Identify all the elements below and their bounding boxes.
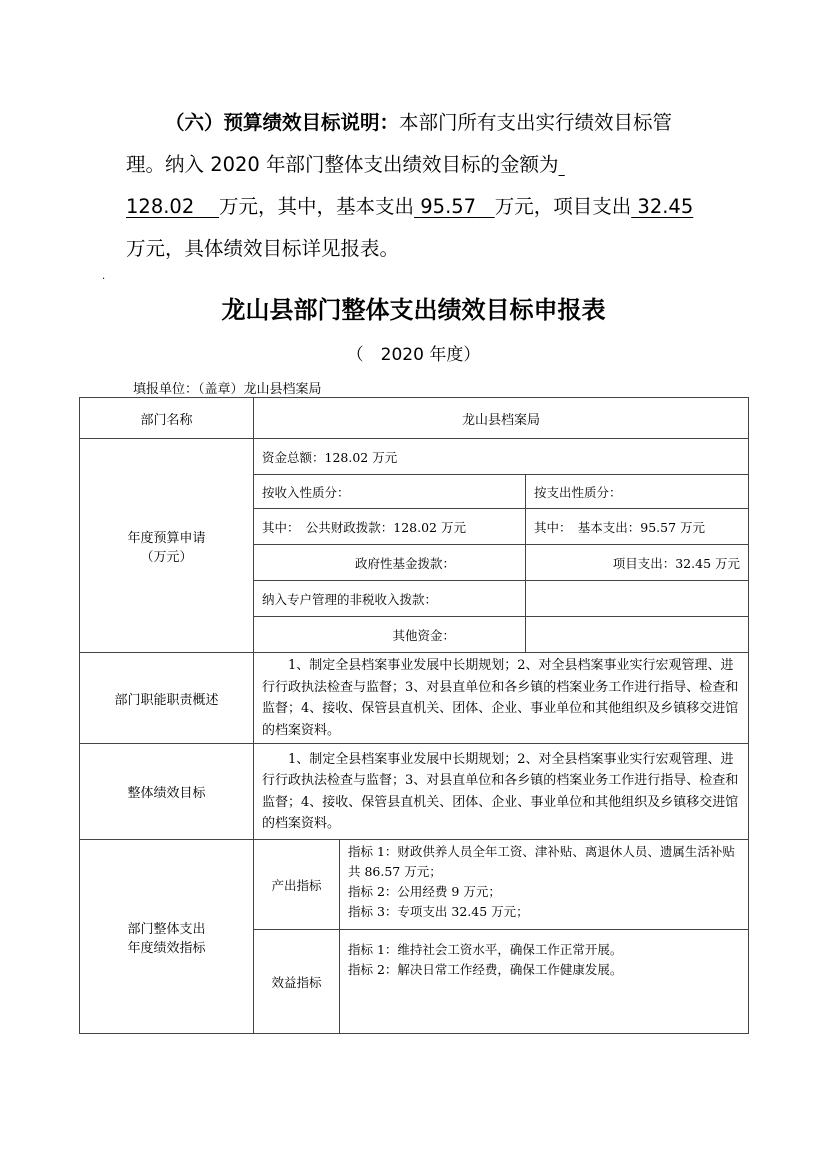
table-row — [80, 653, 749, 744]
goal-label: 整体绩效目标 — [80, 744, 254, 840]
empty-cell — [526, 581, 749, 617]
expense-basic: 其中： 基本支出：95.57 万元 — [526, 509, 749, 545]
output-indicator-2: 指标 2：公用经费 9 万元； — [348, 884, 501, 899]
table-row — [80, 439, 749, 475]
form-year: （ 2020 年度） — [346, 345, 481, 365]
performance-table — [79, 397, 749, 1034]
output-label: 产出指标 — [254, 840, 340, 930]
intro-text-2: 万元，其中，基本支出 — [219, 195, 415, 218]
stray-dot: · — [102, 274, 106, 285]
intro-project: 32.45 — [637, 195, 694, 218]
duty-label: 部门职能职责概述 — [80, 653, 254, 744]
goal-text: 1、制定全县档案事业发展中长期规划；2、对全县档案事业实行宏观管理、进行行政执法检查与监督；3、对县直单位和各乡镇的档案业务工作进行指导、检查和监督；4、接收、保管县直机关、团体、企业、事业单位和其他组织及乡镇移交进馆的档案资料。 — [254, 744, 749, 840]
dept-value: 龙山县档案局 — [254, 398, 749, 439]
intro-total-blank — [559, 153, 565, 176]
indicator-label: 部门整体支出 年度绩效指标 — [80, 840, 254, 1034]
intro-text-1: 本部门所有支出实行绩效目标管理。纳入 2020 年部门整体支出绩效目标的金额为 — [126, 111, 673, 176]
intro-paragraph-line3 — [126, 186, 706, 228]
expense-project: 项目支出：32.45 万元 — [526, 545, 749, 581]
intro-paragraph — [126, 102, 706, 186]
intro-label: （六）预算绩效目标说明： — [165, 111, 400, 134]
benefit-label: 效益指标 — [254, 930, 340, 1034]
intro-text-3: 万元，项目支出 — [494, 195, 632, 218]
table-row — [80, 744, 749, 840]
benefit-indicators — [340, 930, 749, 1034]
output-indicator-1: 指标 1：财政供养人员全年工资、津补贴、离退休人员、遗属生活补贴共 86.57 万元； — [348, 844, 735, 879]
duty-text: 1、制定全县档案事业发展中长期规划；2、对全县档案事业实行宏观管理、进行行政执法检查与监督；3、对县直单位和各乡镇的档案业务工作进行指导、检查和监督；4、接收、保管县直机关、团体、企业、事业单位和其他组织及乡镇移交进馆的档案资料。 — [254, 653, 749, 744]
output-indicators — [340, 840, 749, 930]
intro-basic: 95.57 — [420, 195, 477, 218]
budget-label: 年度预算申请 （万元） — [80, 439, 254, 653]
benefit-indicator-2: 指标 2：解决日常工作经费，确保工作健康发展。 — [348, 962, 623, 977]
income-nontax: 纳入专户管理的非税收入拨款： — [254, 581, 526, 617]
fund-total: 资金总额：128.02 万元 — [254, 439, 749, 475]
dept-label: 部门名称 — [80, 398, 254, 439]
form-title: 龙山县部门整体支出绩效目标申报表 — [221, 295, 606, 324]
by-income: 按收入性质分： — [254, 475, 526, 509]
income-gov: 政府性基金拨款： — [254, 545, 526, 581]
output-indicator-3: 指标 3：专项支出 32.45 万元； — [348, 904, 529, 919]
intro-paragraph-line4 — [126, 228, 706, 270]
empty-cell — [526, 617, 749, 653]
reporting-unit: 填报单位：（盖章）龙山县档案局 — [133, 382, 322, 397]
table-row — [80, 840, 749, 930]
income-fiscal: 其中： 公共财政拨款：128.02 万元 — [254, 509, 526, 545]
table-row — [80, 398, 749, 439]
by-expense: 按支出性质分： — [526, 475, 749, 509]
benefit-indicator-1: 指标 1：维持社会工资水平，确保工作正常开展。 — [348, 942, 623, 957]
income-other: 其他资金： — [254, 617, 526, 653]
intro-total: 128.02 — [126, 195, 195, 218]
intro-text-4: 万元，具体绩效目标详见报表。 — [126, 237, 400, 260]
